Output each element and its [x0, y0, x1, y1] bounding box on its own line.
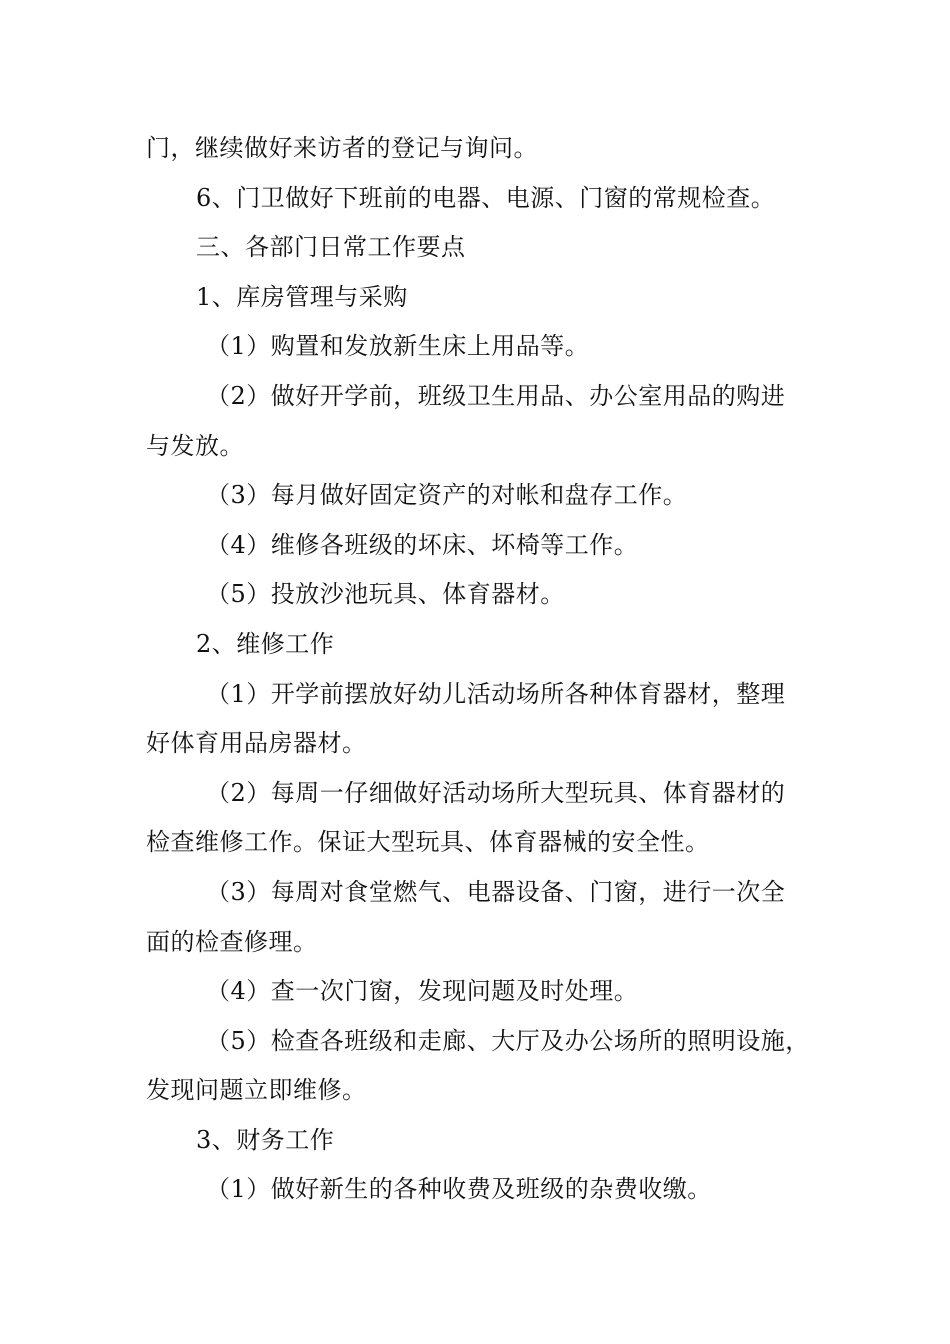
list-item: （4）维修各班级的坏床、坏椅等工作。 [206, 530, 639, 559]
list-item: （1）做好新生的各种收费及班级的杂费收缴。 [206, 1175, 712, 1204]
list-item: （5）投放沙池玩具、体育器材。 [206, 580, 565, 609]
text-line-continuation: 门，继续做好来访者的登记与询问。 [146, 134, 538, 162]
list-item: （4）查一次门窗，发现问题及时处理。 [206, 977, 639, 1006]
text-line-continuation: 面的检查修理。 [146, 927, 318, 956]
text-line-continuation: 与发放。 [146, 431, 244, 460]
list-item: （1）购置和发放新生床上用品等。 [206, 332, 590, 361]
section-heading-department-tasks: 三、各部门日常工作要点 [196, 233, 466, 262]
subheading-finance: 3、财务工作 [196, 1125, 335, 1154]
text-line-continuation: 检查维修工作。保证大型玩具、体育器械的安全性。 [146, 828, 710, 857]
list-item: （3）每月做好固定资产的对帐和盘存工作。 [206, 481, 688, 510]
list-item: （1）开学前摆放好幼儿活动场所各种体育器材，整理 [206, 679, 786, 708]
subheading-maintenance: 2、维修工作 [196, 629, 335, 658]
list-item: （3）每周对食堂燃气、电器设备、门窗，进行一次全 [206, 877, 786, 906]
list-item: （2）每周一仔细做好活动场所大型玩具、体育器材的 [206, 778, 786, 807]
list-item: （5）检查各班级和走廊、大厅及办公场所的照明设施， [206, 1026, 810, 1055]
document-body [146, 124, 816, 1215]
list-item: （2）做好开学前，班级卫生用品、办公室用品的购进 [206, 381, 786, 410]
text-line-continuation: 发现问题立即维修。 [146, 1076, 367, 1105]
subheading-warehouse-purchasing: 1、库房管理与采购 [196, 282, 408, 311]
list-item-gatekeeper-check: 6、门卫做好下班前的电器、电源、门窗的常规检查。 [196, 183, 776, 212]
text-line-continuation: 好体育用品房器材。 [146, 729, 367, 758]
